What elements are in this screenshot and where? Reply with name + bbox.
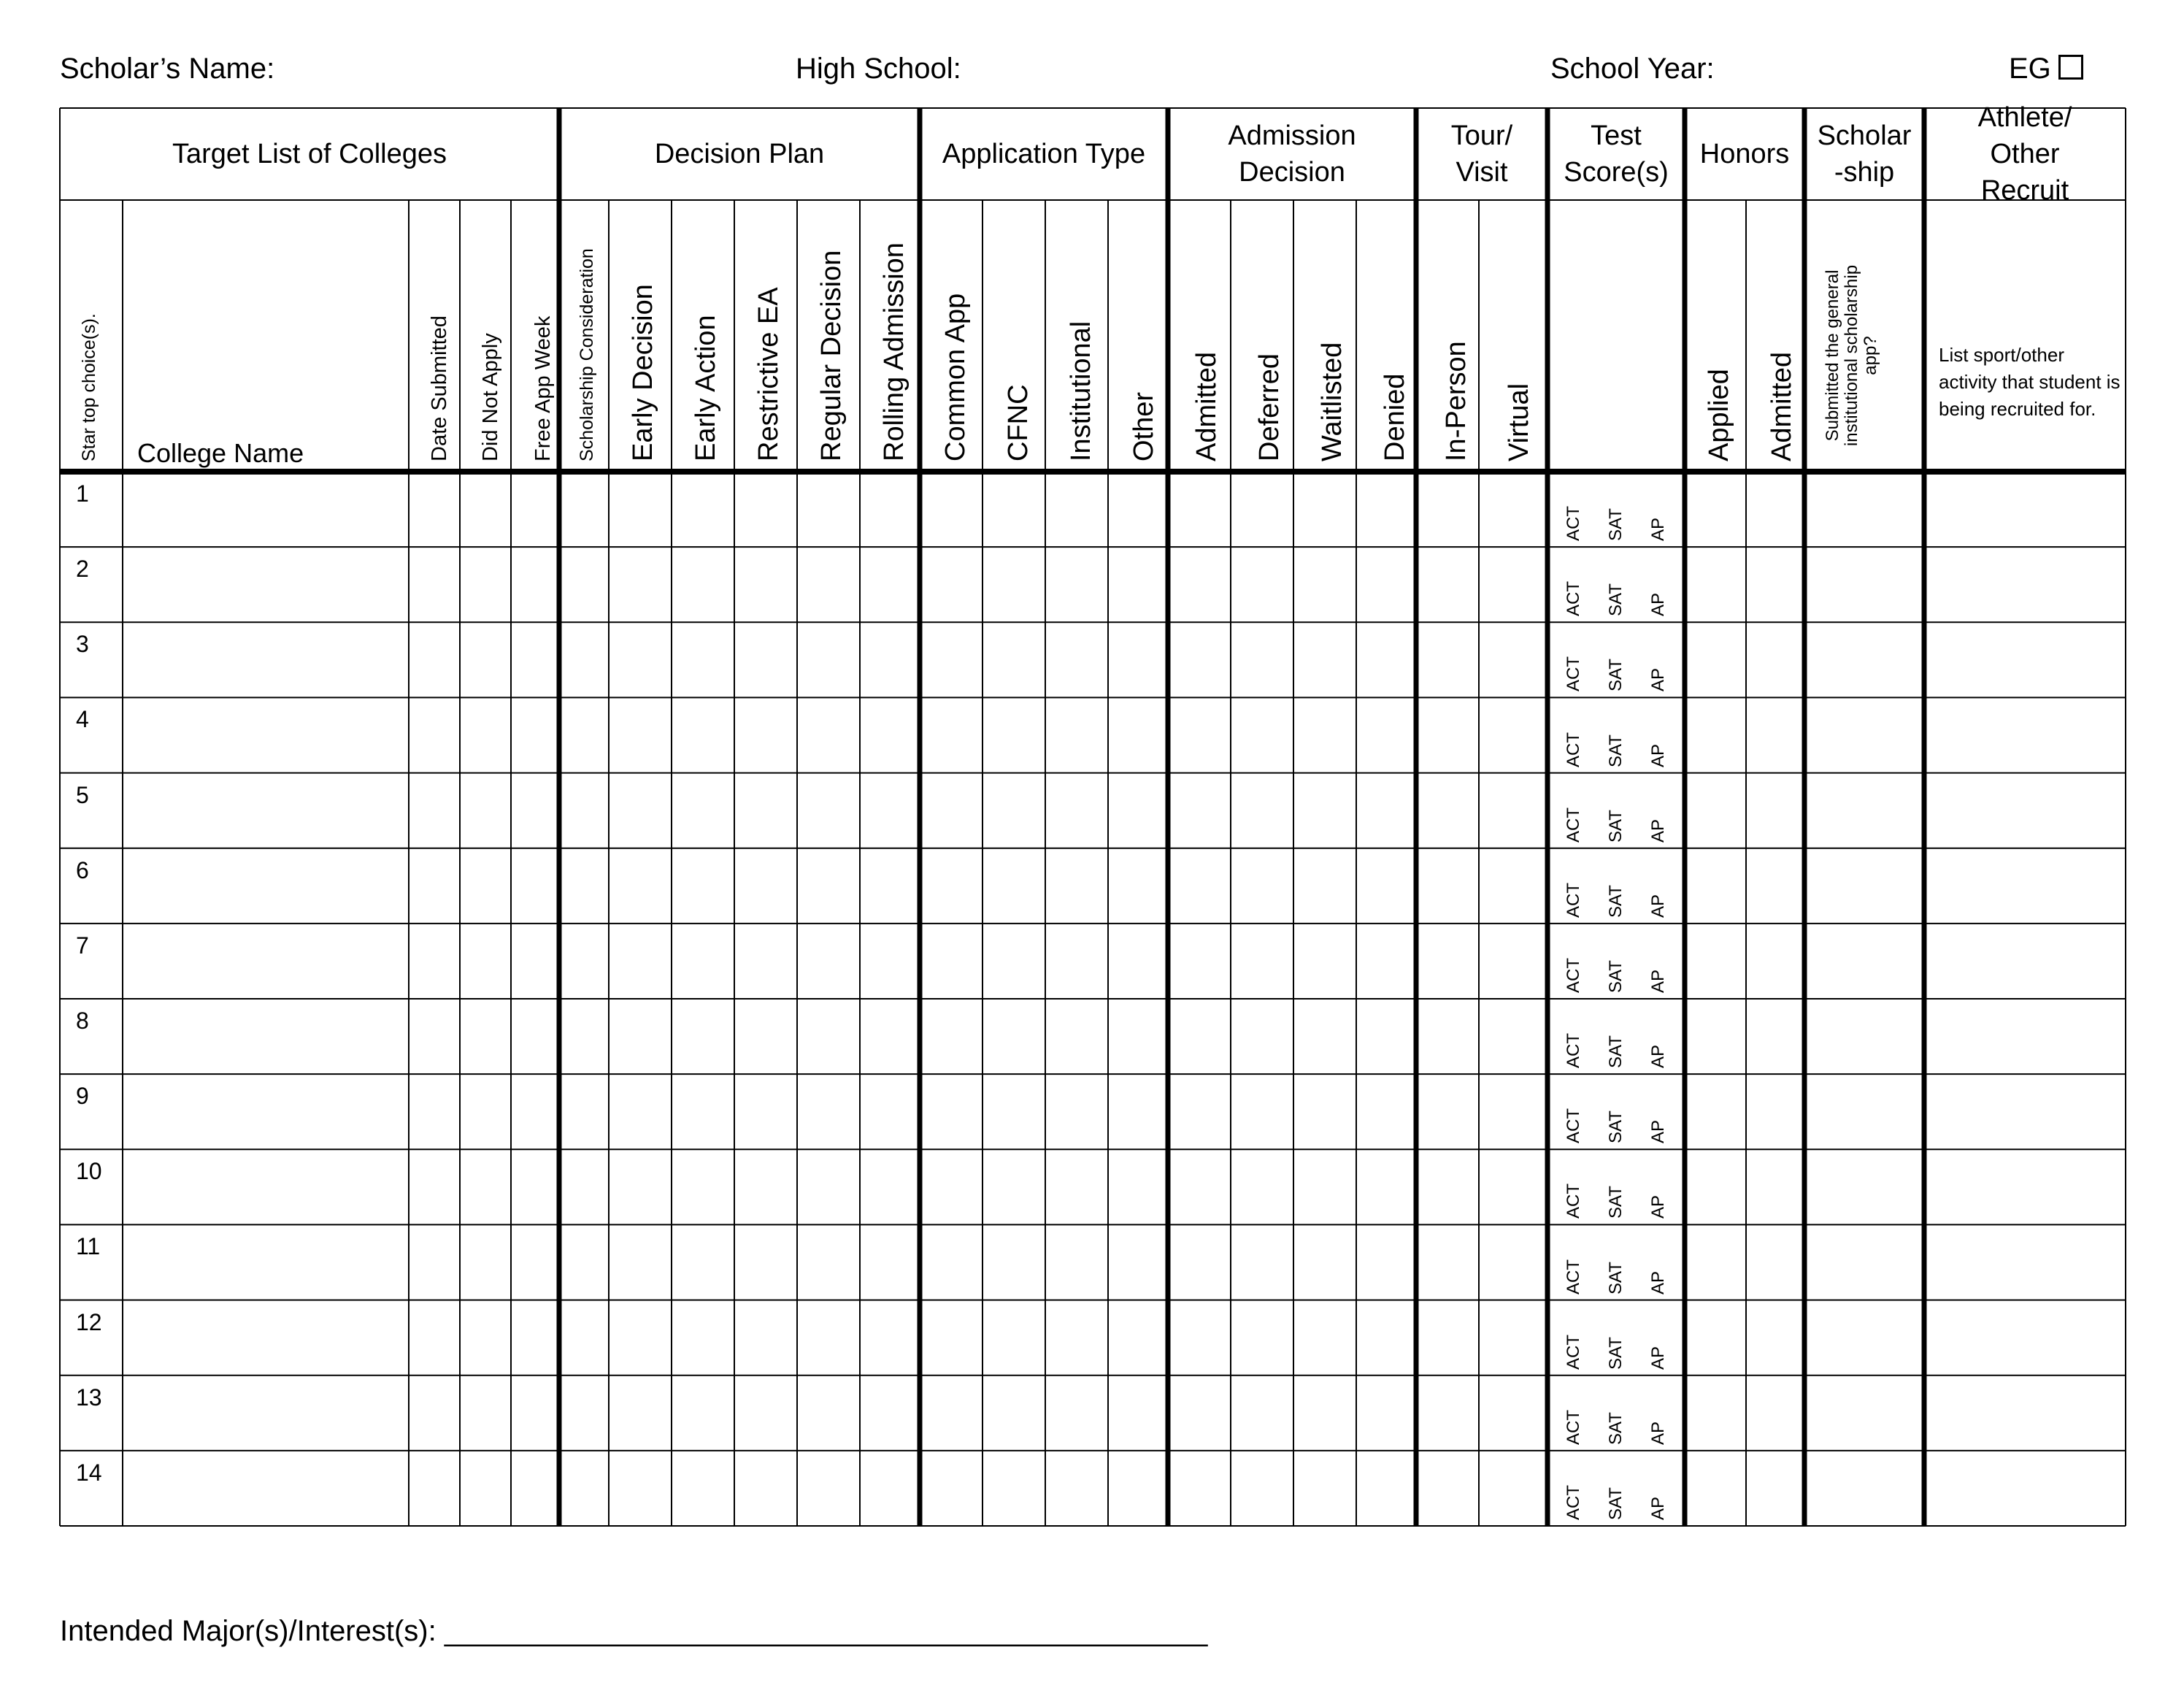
row-number: 14 [76,1459,102,1486]
row-number: 5 [76,781,89,808]
athlete-note-header: List sport/other activity that student is being recruited for. [1939,344,2120,420]
score-label-ap: AP [1648,1496,1668,1520]
waitlisted-header: Waitlisted [1317,342,1347,461]
virtual-header: Virtual [1504,383,1534,461]
score-label-act: ACT [1564,1409,1583,1445]
free-app-week-header: Free App Week [531,315,555,461]
college-name-header: College Name [137,438,304,468]
honors-applied-header: Applied [1704,369,1734,461]
deferred-header: Deferred [1254,353,1285,461]
score-label-act: ACT [1564,807,1583,843]
scholarship-app-header: Submitted the general institutional scholarship app? [1823,264,1880,447]
group-target-list: Target List of Colleges [172,139,447,169]
star-top-choice-header: Star top choice(s). [79,313,99,461]
row-number: 8 [76,1008,89,1034]
row-number: 13 [76,1384,102,1411]
score-label-act: ACT [1564,506,1583,542]
restrictive-ea-header: Restrictive EA [753,287,784,461]
score-label-sat: SAT [1606,583,1626,617]
score-label-sat: SAT [1606,508,1626,542]
did-not-apply-header: Did Not Apply [479,333,502,461]
score-label-ap: AP [1648,1045,1668,1069]
score-label-sat: SAT [1606,1411,1626,1445]
score-label-ap: AP [1648,518,1668,542]
score-label-ap: AP [1648,818,1668,843]
score-label-ap: AP [1648,668,1668,692]
score-label-ap: AP [1648,1270,1668,1294]
row-number: 7 [76,932,89,959]
group-athlete-recruit: Athlete/ Other Recruit [1977,102,2072,206]
score-label-sat: SAT [1606,1336,1626,1370]
common-app-header: Common App [940,293,971,461]
score-label-sat: SAT [1606,734,1626,767]
row-number: 9 [76,1083,89,1110]
scholar-name-label: Scholar’s Name: [60,53,275,85]
row-number: 11 [76,1233,101,1260]
row-number: 2 [76,556,89,583]
group-honors: Honors [1699,139,1790,169]
row-number: 3 [76,631,89,658]
score-label-act: ACT [1564,656,1583,692]
group-decision-plan: Decision Plan [654,139,825,169]
school-year-label: School Year: [1550,53,1715,85]
score-label-act: ACT [1564,581,1583,617]
institutional-header: Institutional [1066,321,1096,461]
score-label-sat: SAT [1606,1035,1626,1069]
date-submitted-header: Date Submitted [428,315,451,461]
score-label-ap: AP [1648,1195,1668,1219]
row-number: 12 [76,1308,102,1335]
row-number: 10 [76,1158,102,1185]
score-label-sat: SAT [1606,960,1626,993]
cfnc-header: CFNC [1003,384,1034,461]
score-label-sat: SAT [1606,1261,1626,1294]
score-label-sat: SAT [1606,809,1626,843]
score-label-ap: AP [1648,1421,1668,1445]
group-test-scores: Test Score(s) [1564,120,1669,188]
in-person-header: In-Person [1441,341,1472,461]
score-label-act: ACT [1564,1183,1583,1219]
early-action-header: Early Action [691,315,721,461]
group-tour-visit: Tour/ Visit [1450,120,1513,188]
score-label-ap: AP [1648,593,1668,617]
group-application-type: Application Type [942,139,1146,169]
score-label-act: ACT [1564,1033,1583,1069]
row-number: 1 [76,480,89,507]
group-scholarship: Scholar -ship [1817,120,1912,188]
scholarship-consideration-header: Scholarship Consideration [577,248,597,461]
score-label-ap: AP [1648,1120,1668,1144]
intended-major-line[interactable]: Intended Major(s)/Interest(s): _______________________________________________ [60,1615,1208,1647]
group-admission-decision: Admission Decision [1228,120,1356,188]
high-school-label: High School: [796,53,961,85]
score-label-ap: AP [1648,1346,1668,1370]
honors-admitted-header: Admitted [1766,352,1797,461]
admitted-header: Admitted [1191,352,1222,461]
score-label-ap: AP [1648,894,1668,918]
regular-decision-header: Regular Decision [816,250,847,461]
denied-header: Denied [1380,373,1410,461]
score-label-act: ACT [1564,1334,1583,1370]
score-label-sat: SAT [1606,884,1626,918]
score-label-act: ACT [1564,732,1583,767]
eg-label: EG [2009,53,2051,85]
score-label-act: ACT [1564,958,1583,993]
score-label-sat: SAT [1606,1110,1626,1144]
score-label-act: ACT [1564,1259,1583,1294]
score-label-ap: AP [1648,969,1668,993]
score-label-act: ACT [1564,1108,1583,1144]
score-label-act: ACT [1564,882,1583,918]
early-decision-header: Early Decision [628,284,658,461]
score-label-ap: AP [1648,743,1668,767]
other-app-type-header: Other [1128,391,1159,461]
score-label-sat: SAT [1606,659,1626,692]
score-label-sat: SAT [1606,1487,1626,1520]
row-number: 4 [76,706,89,733]
score-label-act: ACT [1564,1485,1583,1520]
score-label-sat: SAT [1606,1186,1626,1219]
row-number: 6 [76,856,89,883]
rolling-admission-header: Rolling Admission [879,242,910,461]
